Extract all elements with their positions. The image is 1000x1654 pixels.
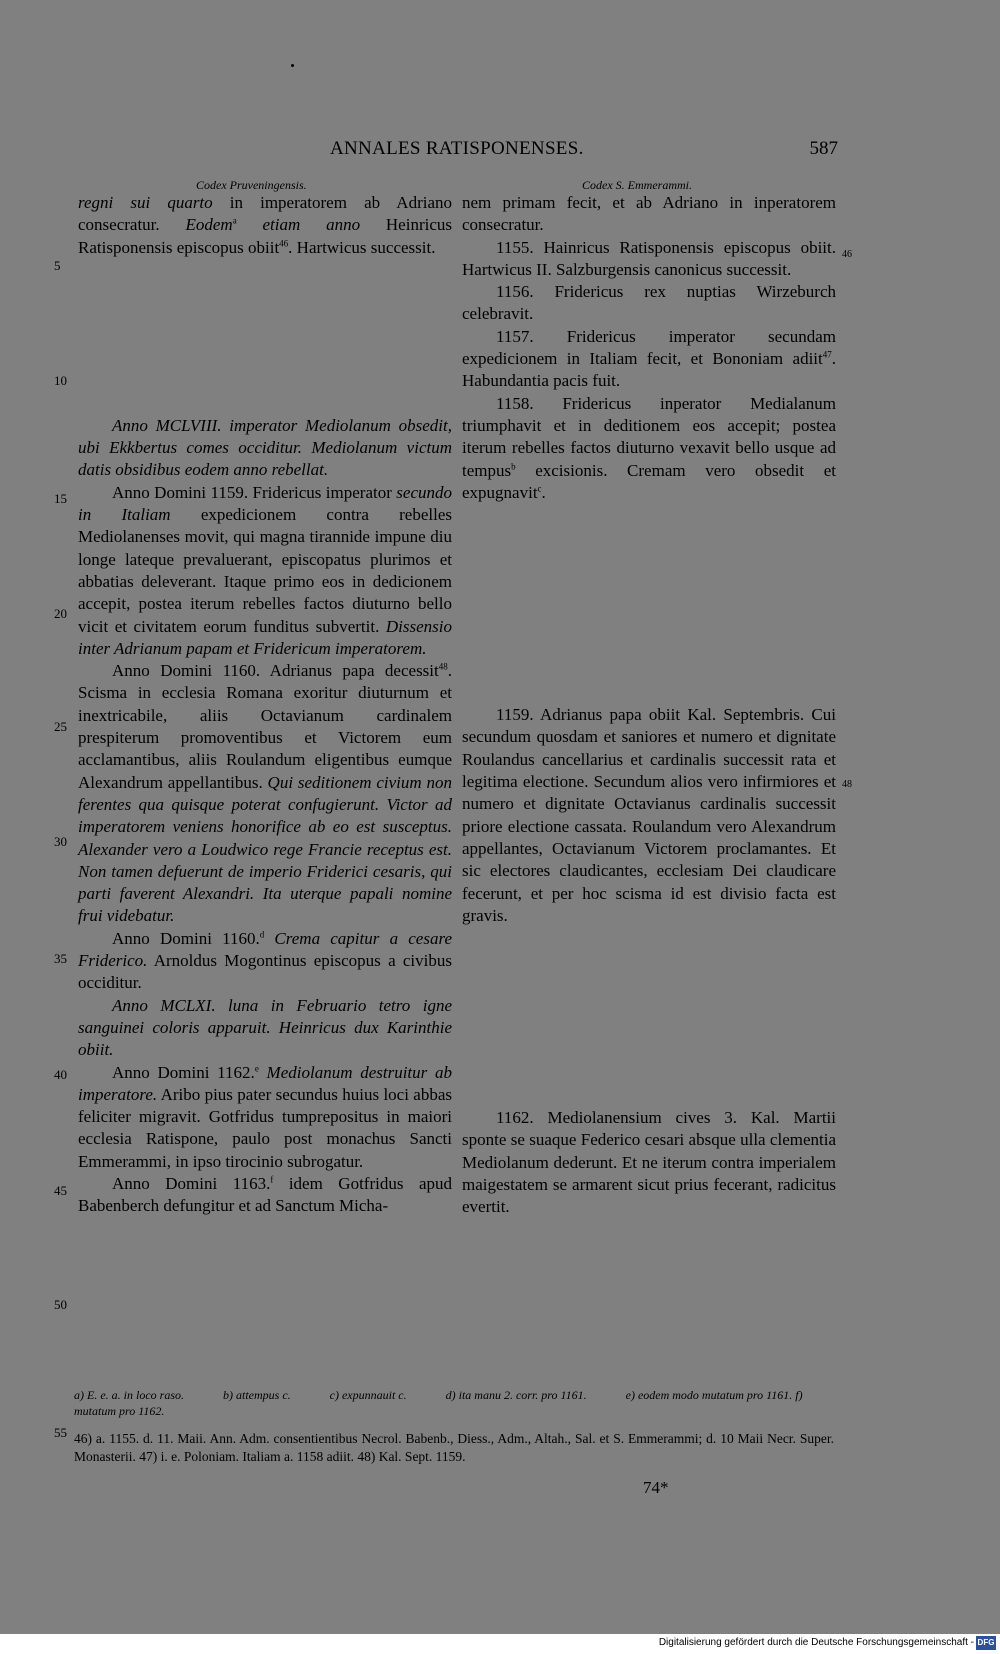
left-paragraph-1: regni sui quarto in imperatorem ab Adriano consecratur. Eodem$^a$ etiam anno Heinricus Ratisponensis episcopus obiit$^{46}$. Hartwicus successit. <box>78 193 452 257</box>
line-number: 50 <box>54 1297 67 1312</box>
left-paragraph-2: Anno MCLVIII. imperator Mediolanum obsedit, ubi Ekkbertus comes occiditur. Mediolanum victum datis obsidibus eodem anno rebellat. <box>78 415 452 480</box>
left-paragraph-6: Anno MCLXI. luna in Februario tetro igne sanguinei coloris apparuit. Heinricus dux Karinthie obiit. <box>78 995 452 1060</box>
left-column-label: Codex Pruveningensis. <box>196 178 307 192</box>
footnote-d: d) ita manu 2. corr. pro 1161. <box>445 1388 587 1402</box>
right-paragraph-3: 1156. Fridericus rex nuptias Wirzeburch celebravit. <box>462 282 836 324</box>
line-number: 15 <box>54 491 67 506</box>
line-number: 10 <box>54 373 67 388</box>
margin-note-number: 46 <box>842 249 852 260</box>
footnote-c: c) expunnauit c. <box>329 1388 407 1402</box>
line-number: 25 <box>54 719 67 734</box>
ink-speck <box>291 64 294 67</box>
left-paragraph-8: Anno Domini 1163.$^f$ idem Gotfridus apud Babenberch defungitur et ad Sanctum Micha- <box>78 1173 452 1216</box>
running-title: ANNALES RATISPONENSES. <box>330 138 584 159</box>
line-number: 20 <box>54 606 67 621</box>
right-column <box>462 192 836 1219</box>
left-gap <box>78 259 452 415</box>
dfg-logo-icon: DFG <box>976 1636 996 1650</box>
right-paragraph-4: 1157. Fridericus imperator secundam expedicionem in Italiam fecit, et Bononiam adiit$^{47}$. Habundantia pacis fuit. <box>462 326 836 391</box>
footnote-e: e) eodem modo mutatum pro 1161. <box>625 1388 793 1402</box>
left-paragraph-5: Anno Domini 1160.$^d$ Crema capitur a cesare Friderico. Arnoldus Mogontinus episcopus a civibus occiditur. <box>78 928 452 993</box>
right-paragraph-2: 1155. Hainricus Ratisponensis episcopus obiit. Hartwicus II. Salzburgensis canonicus successit. <box>462 237 836 279</box>
page-header <box>78 138 838 164</box>
footnote-a: a) E. e. a. in loco raso. <box>74 1388 184 1402</box>
footnote-f: f) mutatum pro 1162. <box>74 1388 803 1418</box>
line-number: 30 <box>54 834 67 849</box>
right-paragraph-7: 1162. Mediolanensium cives 3. Kal. Martii sponte se suaque Federico cesari absque ulla clementia Mediolanum dederunt. Et ne iterum contra imperialem maigestatem se armarent sicut prius fecerant, radicitus evertit. <box>462 1108 836 1217</box>
right-gap-2 <box>462 927 836 1107</box>
right-paragraph-5: 1158. Fridericus inperator Medialanum triumphavit et in deditionem eos accepit; postea iterum rebelles factos diuturno vexavit bello usque ad tempus$^b$ excisionis. Cremam vero obsedit et expugnavit$^c$. <box>462 393 836 502</box>
line-number: 35 <box>54 951 67 966</box>
footer-bar <box>0 1634 1000 1654</box>
right-gap-1 <box>462 504 836 704</box>
line-number: 45 <box>54 1183 67 1198</box>
line-number: 40 <box>54 1067 67 1082</box>
left-paragraph-4: Anno Domini 1160. Adrianus papa decessit$^{48}$. Scisma in ecclesia Romana exoritur diuturnum et inextricabile, aliis Octavianum cardinalem prespiterum promoventibus et Victorem eum acclamantibus, aliis Roulandum eligentibus eumque Alexandrum appellantibus. Qui seditionem civium non ferentes qua quisque poterat confugierunt. Victor ad imperatorem veniens honorifice ab eo est susceptus. Alexander vero a Loudwico rege Francie receptus est. Non tamen defuerunt de imperio Friderici cesaris, qui parti faverent Alexandri. Ita uterque papali nomine frui videbatur. <box>78 661 453 926</box>
margin-note-number: 48 <box>842 779 852 790</box>
signature-mark: 74* <box>643 1478 669 1497</box>
line-number: 55 <box>54 1425 67 1440</box>
left-paragraph-3: Anno Domini 1159. Fridericus imperator secundo in Italiam expedicionem contra rebelles Mediolanenses movit, qui magna tirannide impune diu longe lateque prevaluerant, episcopatus plurimos et abbatias deleverant. Itaque primo eos in dedicionem accepit, postea iterum rebelles factos diuturno bello vicit et civitatem eorum funditus subvertit. Dissensio inter Adrianum papam et Fridericum imperatorem. <box>78 482 452 658</box>
line-number: 5 <box>54 258 61 273</box>
right-paragraph-6: 1159. Adrianus papa obiit Kal. Septembris. Cui secundum quosdam et saniores et numero et dignitate Roulandus cancellarius et cardinalis successit rata et legitima electione. Secundum alios vero infirmiores et numero et dignitate Octavianus cardinalis successit priore electione cassata. Roulandum vero Alexandrum appellantes, Octavianum Victorem proclamantes. Et sic electores claudicantes, ecclesiam Dei claudicare fecerunt, et per hoc scisma id est divisio facta est gravis. <box>462 705 836 925</box>
left-column <box>78 192 452 1218</box>
footer-credit: Digitalisierung gefördert durch die Deutsche Forschungsgemeinschaft - <box>658 1637 974 1648</box>
page-number: 587 <box>809 138 838 159</box>
right-column-label: Codex S. Emmerammi. <box>582 178 692 192</box>
left-paragraph-7: Anno Domini 1162.$^e$ Mediolanum destruitur ab imperatore. Aribo pius pater secundus huius loci abbas feliciter migravit. Gotfridus tumprepositus in maiori ecclesia Ratispone, paulo post monachus Sancti Emmerammi, in ipso tirocinio subrogatur. <box>78 1062 452 1171</box>
letter-footnotes <box>74 1387 834 1419</box>
numbered-footnotes: 46) a. 1155. d. 11. Maii. Ann. Adm. consentientibus Necrol. Babenb., Diess., Adm., Altah., Sal. et S. Emmerammi; d. 10 Maii Necr. Super. Monasterii. 47) i. e. Poloniam. Italiam a. 1158 adiit. 48) Kal. Sept. 1159. <box>74 1431 834 1464</box>
right-paragraph-1: nem primam fecit, et ab Adriano in inperatorem consecratur. <box>462 193 836 235</box>
footnote-b: b) attempus c. <box>223 1388 291 1402</box>
